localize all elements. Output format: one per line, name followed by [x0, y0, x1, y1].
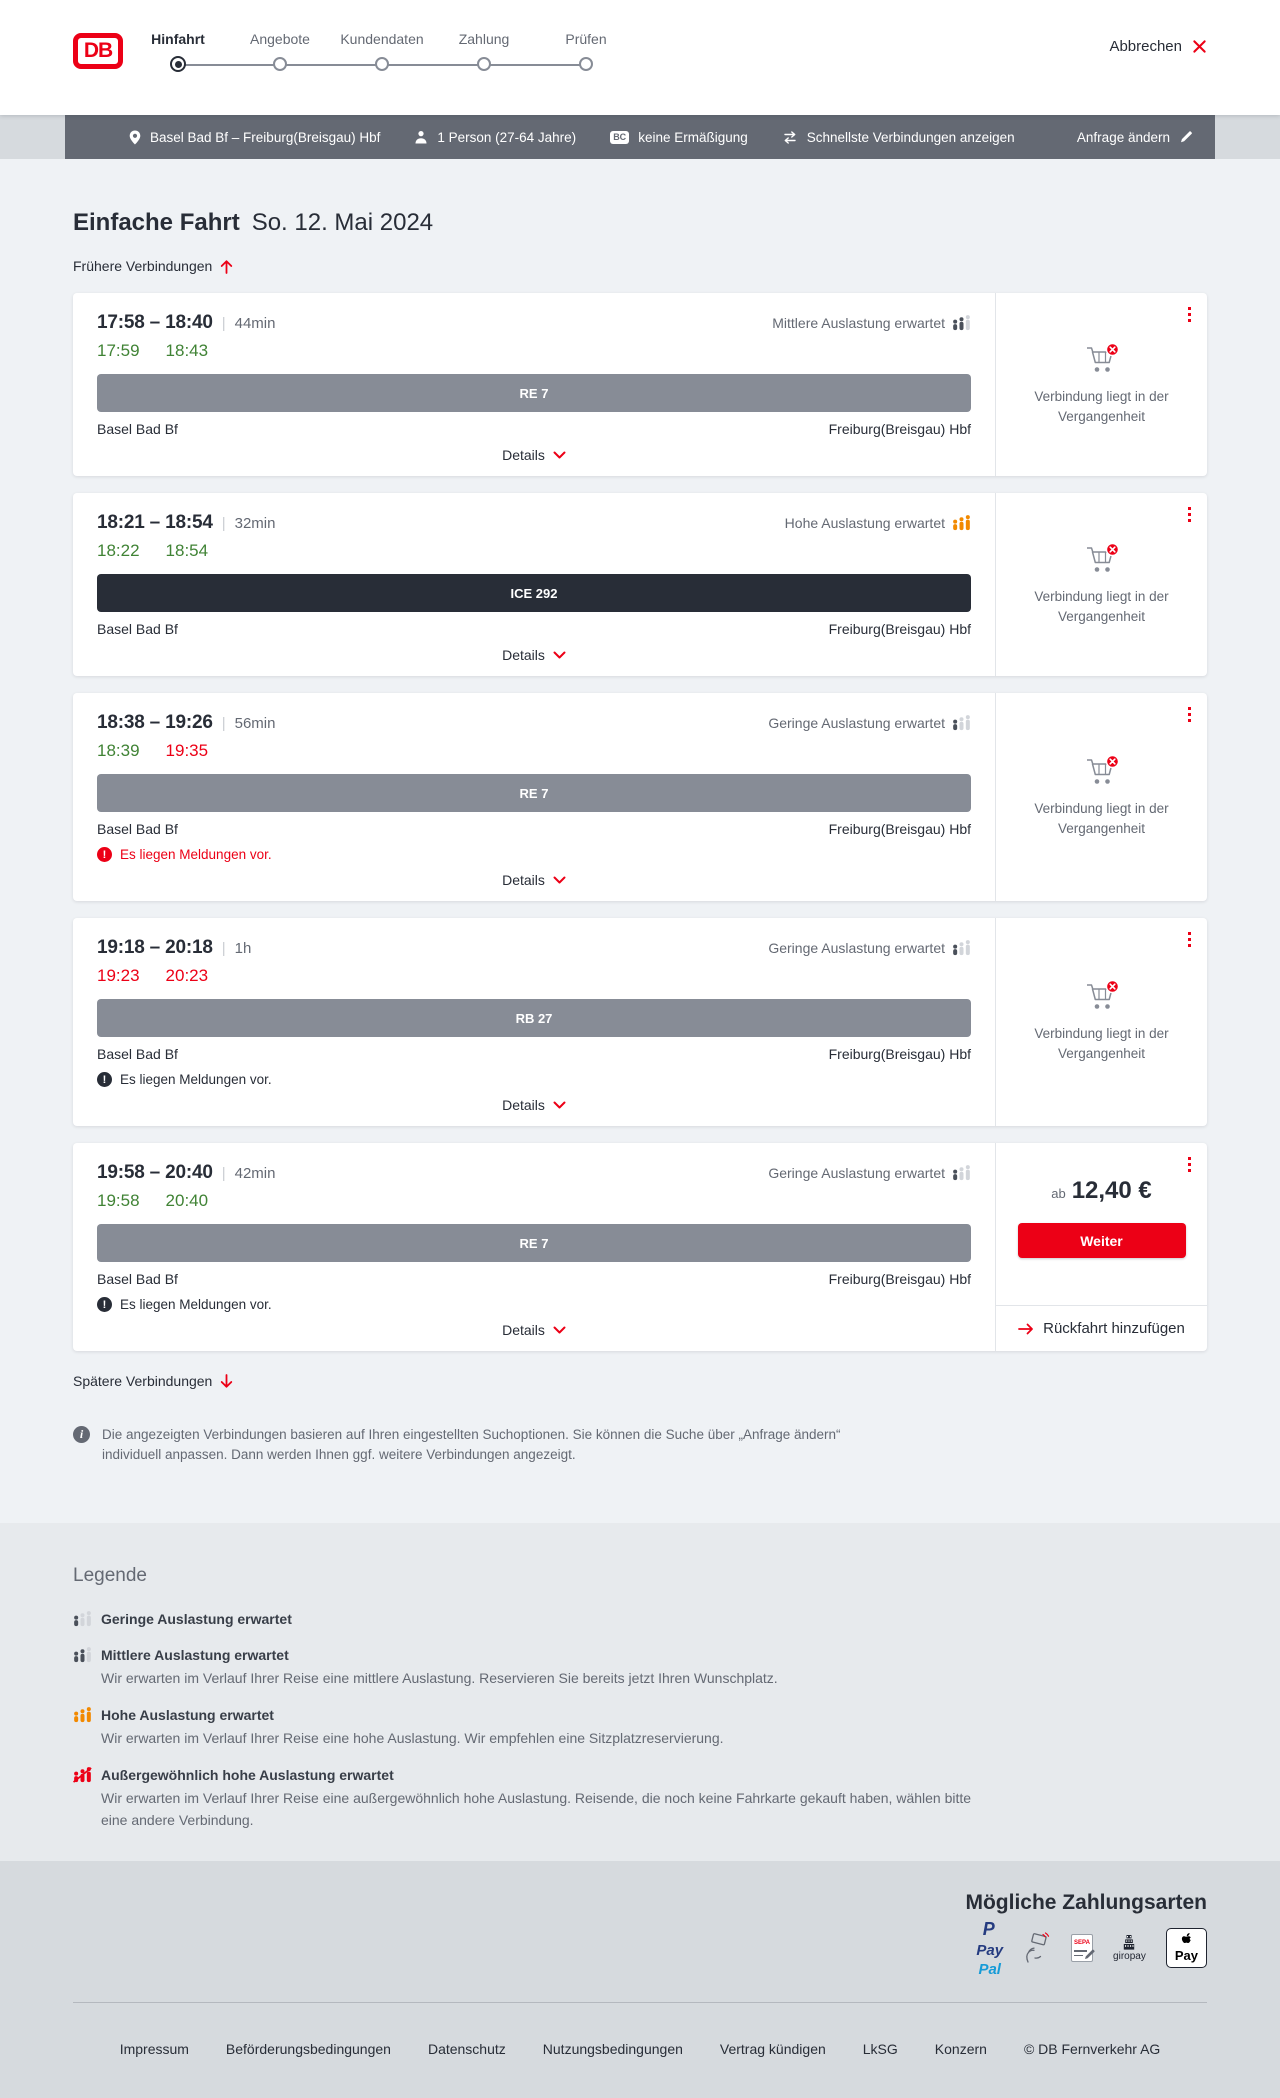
- price-value: 12,40 €: [1071, 1177, 1152, 1204]
- results-section: [0, 159, 1280, 1523]
- separator: |: [221, 315, 226, 332]
- occupancy-low-icon: [952, 715, 971, 731]
- step-label: Zahlung: [458, 31, 510, 47]
- occupancy-low-icon: [952, 1165, 971, 1181]
- arrival-station: Freiburg(Breisgau) Hbf: [828, 821, 971, 837]
- past-connection-note: Verbindung liegt in der Vergangenheit: [1034, 388, 1169, 424]
- payment-methods: [73, 1918, 1207, 1978]
- cart-unavailable-icon: [1082, 543, 1122, 577]
- occupancy-high-icon: [952, 515, 971, 531]
- occupancy-label: Geringe Auslastung erwartet: [768, 1165, 945, 1181]
- step-zahlung[interactable]: [433, 31, 535, 72]
- continue-button[interactable]: Weiter: [1018, 1223, 1186, 1258]
- connection-duration: 1h: [234, 940, 252, 957]
- details-toggle[interactable]: Details: [502, 1097, 566, 1113]
- realtime-departure: 18:39: [97, 741, 140, 760]
- giropay-icon: giropay: [1113, 1935, 1146, 1962]
- step-angebote[interactable]: [229, 31, 331, 72]
- departure-station: Basel Bad Bf: [97, 421, 178, 437]
- step-dot-icon: [477, 57, 491, 71]
- step-dot-icon: [579, 57, 593, 71]
- booking-panel: [995, 1143, 1207, 1351]
- info-icon: i: [73, 1426, 90, 1443]
- realtime-row: [97, 966, 971, 986]
- occupancy-indicator: [772, 315, 971, 331]
- arrival-station: Freiburg(Breisgau) Hbf: [828, 1046, 971, 1062]
- messages-alert[interactable]: [97, 1297, 971, 1312]
- connection-duration: 32min: [234, 515, 276, 532]
- footer-link-vertrag-kuendigen[interactable]: Vertrag kündigen: [719, 2041, 826, 2057]
- connection-times: 18:21 – 18:54: [97, 512, 213, 533]
- later-connections-link[interactable]: Spätere Verbindungen: [73, 1373, 233, 1389]
- occupancy-medium-icon: [952, 315, 971, 331]
- sepa-lastschrift-icon: SEPA: [1071, 1934, 1093, 1962]
- add-return-label: Rückfahrt hinzufügen: [1043, 1320, 1185, 1337]
- past-connection-note: Verbindung liegt in der Vergangenheit: [1034, 1026, 1169, 1061]
- cart-unavailable-icon: [1082, 755, 1122, 789]
- realtime-row: [97, 1191, 971, 1211]
- separator: |: [221, 1165, 226, 1182]
- connection-times: 18:38 – 19:26: [97, 712, 213, 733]
- connection-card: [73, 493, 1207, 676]
- past-connection-note: Verbindung liegt in der Vergangenheit: [1034, 801, 1169, 836]
- arrival-station: Freiburg(Breisgau) Hbf: [828, 621, 971, 637]
- realtime-departure: 18:22: [97, 541, 140, 560]
- train-line-bar[interactable]: [97, 774, 971, 812]
- sort-text: Schnellste Verbindungen anzeigen: [806, 129, 1015, 145]
- db-logo: [73, 33, 123, 69]
- step-label: Prüfen: [565, 31, 607, 47]
- journey-date: So. 12. Mai 2024: [251, 209, 434, 236]
- train-number: RB 27: [515, 1010, 553, 1026]
- edit-request-label: Anfrage ändern: [1076, 129, 1170, 145]
- legend-item-medium: Mittlere Auslastung erwartet Wir erwarten im Verlauf Ihrer Reise eine mittlere Auslastung. Reservieren Sie bereits jetzt Ihren Wunschplatz.: [73, 1645, 1207, 1689]
- bahncard-icon: BC: [610, 131, 629, 144]
- train-number: RE 7: [519, 785, 549, 801]
- train-line-bar[interactable]: [97, 1224, 971, 1262]
- discount-summary: [610, 130, 748, 145]
- context-menu-button[interactable]: [1186, 705, 1193, 724]
- occupancy-label: Hohe Auslastung erwartet: [784, 515, 945, 531]
- footer-link-impressum[interactable]: Impressum: [119, 2041, 189, 2057]
- context-menu-button[interactable]: [1186, 505, 1193, 524]
- chevron-down-icon: [553, 451, 566, 459]
- footer-link-nutzungsbedingungen[interactable]: Nutzungsbedingungen: [542, 2041, 683, 2057]
- step-label: Angebote: [250, 31, 310, 47]
- booking-panel: [995, 918, 1207, 1126]
- departure-station: Basel Bad Bf: [97, 621, 178, 637]
- chevron-down-icon: [553, 651, 566, 659]
- app-header: [0, 0, 1280, 115]
- details-toggle[interactable]: Details: [502, 872, 566, 888]
- arrow-right-icon: [1018, 1322, 1034, 1336]
- chevron-down-icon: [553, 876, 566, 884]
- departure-station: Basel Bad Bf: [97, 1046, 178, 1062]
- footer-link-datenschutz[interactable]: Datenschutz: [427, 2041, 506, 2057]
- stations-row: [97, 821, 971, 837]
- messages-alert[interactable]: [97, 847, 971, 862]
- details-toggle[interactable]: Details: [502, 447, 566, 463]
- person-icon: [414, 130, 428, 144]
- location-pin-icon: [129, 130, 141, 145]
- footer-link-lksg[interactable]: LkSG: [862, 2041, 898, 2057]
- booking-panel: [995, 293, 1207, 476]
- alert-icon: !: [97, 847, 112, 862]
- step-dot-icon: [375, 57, 389, 71]
- step-label: Hinfahrt: [151, 31, 205, 47]
- realtime-row: [97, 741, 971, 761]
- connection-card: [73, 918, 1207, 1126]
- step-label: Kundendaten: [340, 31, 424, 47]
- realtime-arrival: 20:23: [165, 966, 209, 985]
- alert-icon: !: [97, 1072, 112, 1087]
- connection-card: [73, 293, 1207, 476]
- separator: |: [221, 940, 226, 957]
- train-line-bar[interactable]: [97, 999, 971, 1037]
- footer-link-konzern[interactable]: Konzern: [934, 2041, 987, 2057]
- realtime-row: [97, 341, 971, 361]
- legend-title: Legende: [73, 1565, 147, 1586]
- cart-unavailable-icon: [1082, 343, 1122, 377]
- occupancy-low-icon: [952, 940, 971, 956]
- connection-card: [73, 1143, 1207, 1351]
- booking-panel: [995, 493, 1207, 676]
- add-return-button[interactable]: [996, 1305, 1207, 1351]
- copyright-text: © DB Fernverkehr AG: [1023, 2041, 1161, 2057]
- pencil-icon: [1179, 130, 1193, 144]
- passengers-summary: [414, 130, 576, 145]
- sort-summary: [782, 130, 1015, 145]
- occupancy-label: Geringe Auslastung erwartet: [768, 940, 945, 956]
- details-toggle[interactable]: Details: [502, 1322, 566, 1338]
- arrival-station: Freiburg(Breisgau) Hbf: [828, 1271, 971, 1287]
- step-dot-icon: [273, 57, 287, 71]
- step-dot-active-icon: [170, 56, 186, 72]
- creditcard-hand-icon: [1023, 1932, 1051, 1964]
- step-hinfahrt[interactable]: [127, 31, 229, 72]
- booking-panel: [995, 693, 1207, 901]
- connection-times: 19:18 – 20:18: [97, 937, 213, 958]
- train-number: RE 7: [519, 385, 549, 401]
- legend-item-low: Geringe Auslastung erwartet: [73, 1609, 1207, 1629]
- arrival-station: Freiburg(Breisgau) Hbf: [828, 421, 971, 437]
- past-connection-note: Verbindung liegt in der Vergangenheit: [1034, 588, 1169, 624]
- passengers-text: 1 Person (27-64 Jahre): [437, 129, 577, 145]
- checkout-stepper: [127, 31, 637, 72]
- occupancy-indicator: [768, 1165, 971, 1181]
- connection-times: 17:58 – 18:40: [97, 312, 213, 333]
- realtime-arrival: 19:35: [165, 741, 209, 760]
- legend-item-exceptional: Außergewöhnlich hohe Auslastung erwartet Wir erwarten im Verlauf Ihrer Reise eine außergewöhnlich hohe Auslastung. Reisende, die noch keine Fahrkarte gekauft haben, wählen bitte eine andere Verbindung.: [73, 1765, 1207, 1831]
- discount-text: keine Ermäßigung: [638, 129, 748, 145]
- page-title: [73, 159, 1207, 237]
- cancel-button[interactable]: [1109, 38, 1207, 55]
- train-line-bar[interactable]: [97, 374, 971, 412]
- realtime-departure: 17:59: [97, 341, 140, 360]
- payments-footer-section: [0, 1861, 1280, 2098]
- search-summary-bar: [65, 115, 1215, 159]
- occupancy-exceptional-icon: [73, 1767, 92, 1783]
- search-options-note-text: Die angezeigten Verbindungen basieren auf Ihren eingestellten Suchoptionen. Sie können die Suche über „Anfrage ändern“ individuell anpassen. Dann werden Ihnen ggf. weitere Verbindungen angezeigt.: [102, 1427, 841, 1462]
- messages-label: Es liegen Meldungen vor.: [120, 1297, 272, 1312]
- occupancy-label: Geringe Auslastung erwartet: [768, 715, 945, 731]
- occupancy-indicator: [785, 515, 971, 531]
- connection-card: [73, 693, 1207, 901]
- realtime-arrival: 20:40: [165, 1191, 209, 1210]
- journey-type: Einfache Fahrt: [73, 209, 240, 236]
- realtime-arrival: 18:54: [165, 541, 209, 560]
- step-kundendaten[interactable]: [331, 31, 433, 72]
- separator: |: [221, 515, 226, 532]
- swap-arrows-icon: [782, 131, 798, 144]
- realtime-row: [97, 541, 971, 561]
- connection-duration: 56min: [234, 715, 276, 732]
- stations-row: [97, 1271, 971, 1287]
- cart-unavailable-icon: [1082, 980, 1122, 1014]
- alert-icon: !: [97, 1297, 112, 1312]
- paypal-icon: P Pay Pal: [976, 1918, 1004, 1978]
- apple-pay-icon: Pay: [1166, 1928, 1207, 1968]
- occupancy-indicator: [768, 940, 971, 956]
- context-menu-button[interactable]: [1186, 1155, 1193, 1174]
- occupancy-medium-icon: [73, 1647, 92, 1663]
- price-prefix: ab: [1051, 1186, 1066, 1201]
- cancel-label: Abbrechen: [1109, 38, 1182, 55]
- arrow-down-icon: [220, 1374, 233, 1389]
- edit-request-button[interactable]: [1077, 130, 1193, 145]
- separator: |: [221, 715, 226, 732]
- step-pruefen[interactable]: [535, 31, 637, 72]
- search-options-note: [73, 1425, 1207, 1465]
- messages-label: Es liegen Meldungen vor.: [120, 847, 272, 862]
- connection-duration: 44min: [234, 315, 276, 332]
- train-number: RE 7: [519, 1235, 549, 1251]
- occupancy-high-icon: [73, 1707, 92, 1723]
- occupancy-label: Mittlere Auslastung erwartet: [772, 315, 945, 331]
- route-summary: [129, 130, 380, 145]
- train-line-bar[interactable]: [97, 574, 971, 612]
- messages-label: Es liegen Meldungen vor.: [120, 1072, 272, 1087]
- chevron-down-icon: [553, 1326, 566, 1334]
- context-menu-button[interactable]: [1186, 305, 1193, 324]
- stations-row: [97, 1046, 971, 1062]
- departure-station: Basel Bad Bf: [97, 1271, 178, 1287]
- realtime-departure: 19:23: [97, 966, 140, 985]
- connection-duration: 42min: [234, 1165, 276, 1182]
- db-logo-text: DB: [83, 39, 113, 62]
- realtime-arrival: 18:43: [165, 341, 209, 360]
- occupancy-indicator: [768, 715, 971, 731]
- footer-link-befoerderungsbedingungen[interactable]: Beförderungsbedingungen: [225, 2041, 391, 2057]
- context-menu-button[interactable]: [1186, 930, 1193, 949]
- train-number: ICE 292: [510, 585, 558, 601]
- legend-section: [0, 1523, 1280, 1861]
- stations-row: [97, 421, 971, 437]
- occupancy-low-icon: [73, 1611, 92, 1627]
- details-toggle[interactable]: Details: [502, 647, 566, 663]
- route-text: Basel Bad Bf – Freiburg(Breisgau) Hbf: [150, 129, 381, 145]
- stations-row: [97, 621, 971, 637]
- departure-station: Basel Bad Bf: [97, 821, 178, 837]
- payments-title: Mögliche Zahlungsarten: [965, 1891, 1207, 1914]
- arrow-up-icon: [220, 259, 233, 274]
- chevron-down-icon: [553, 1101, 566, 1109]
- footer: [73, 2002, 1207, 2098]
- connection-times: 19:58 – 20:40: [97, 1162, 213, 1183]
- earlier-connections-link[interactable]: Frühere Verbindungen: [73, 258, 233, 274]
- realtime-departure: 19:58: [97, 1191, 140, 1210]
- legend-item-high: Hohe Auslastung erwartet Wir erwarten im Verlauf Ihrer Reise eine hohe Auslastung. Wir empfehlen eine Sitzplatzreservierung.: [73, 1705, 1207, 1749]
- close-icon: [1192, 39, 1207, 54]
- messages-alert[interactable]: [97, 1072, 971, 1087]
